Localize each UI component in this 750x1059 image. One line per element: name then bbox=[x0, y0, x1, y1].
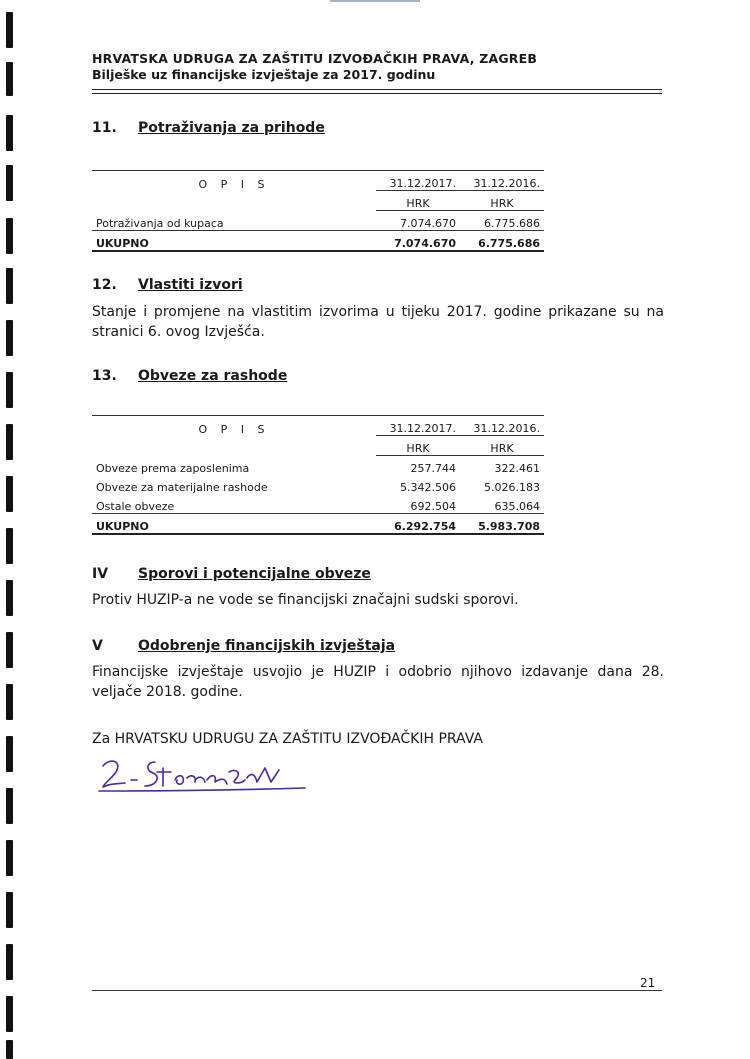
liabilities-table bbox=[92, 415, 544, 535]
header-rule-bottom bbox=[92, 93, 662, 94]
section-title: Odobrenje financijskih izvještaja bbox=[138, 638, 396, 654]
section-iv-text: Protiv HUZIP-a ne vode se financijski značajni sudski sporovi. bbox=[92, 592, 519, 608]
section-12-heading bbox=[92, 277, 243, 293]
section-13-heading bbox=[92, 368, 287, 384]
row-value-2016: 5.026.183 bbox=[484, 481, 540, 494]
table-row bbox=[92, 456, 544, 476]
section-iv-heading bbox=[92, 566, 371, 582]
total-row bbox=[92, 514, 544, 535]
section-number: 13. bbox=[92, 368, 117, 384]
section-number: IV bbox=[92, 566, 109, 582]
total-label: UKUPNO bbox=[92, 231, 376, 252]
section-title: Obveze za rashode bbox=[138, 368, 288, 384]
section-11-heading bbox=[92, 120, 325, 136]
col-opis-header: O P I S bbox=[92, 171, 376, 191]
section-12-text: Stanje i promjene na vlastitim izvorima u tijeku 2017. godine prikazane su na stranici 6. ovog Izvješća. bbox=[92, 304, 664, 340]
total-2016: 5.983.708 bbox=[460, 514, 544, 535]
section-title: Potraživanja za prihode bbox=[138, 120, 325, 136]
document-subtitle: Bilješke uz financijske izvještaje za 2017. godinu bbox=[92, 67, 436, 82]
row-label: Obveze za materijalne rashode bbox=[96, 481, 268, 494]
row-value-2017: 7.074.670 bbox=[376, 211, 460, 231]
currency-2017: HRK bbox=[376, 191, 460, 211]
receivables-table bbox=[92, 170, 544, 252]
section-v-text: Financijske izvještaje usvojio je HUZIP i odobrio njihovo izdavanje dana 28. veljače 2018. godine. bbox=[92, 664, 664, 700]
section-title: Sporovi i potencijalne obveze bbox=[138, 566, 371, 582]
section-v-heading bbox=[92, 638, 395, 654]
row-value-2016: 322.461 bbox=[494, 462, 540, 475]
currency-2016: HRK bbox=[460, 436, 544, 456]
table-row bbox=[92, 494, 544, 514]
col-2016-header: 31.12.2016. bbox=[460, 416, 544, 436]
total-2017: 7.074.670 bbox=[376, 231, 460, 252]
closing-line: Za HRVATSKU UDRUGU ZA ZAŠTITU IZVOĐAČKIH PRAVA bbox=[92, 731, 483, 747]
table-row bbox=[92, 475, 544, 494]
page-number: 21 bbox=[640, 976, 656, 990]
col-2017-header: 31.12.2017. bbox=[376, 416, 460, 436]
col-opis-header: O P I S bbox=[92, 416, 376, 436]
org-name: HRVATSKA UDRUGA ZA ZAŠTITU IZVOĐAČKIH PRAVA, ZAGREB bbox=[92, 51, 538, 66]
table-row bbox=[92, 211, 544, 231]
total-2017: 6.292.754 bbox=[376, 514, 460, 535]
total-row bbox=[92, 231, 544, 252]
row-value-2017: 257.744 bbox=[410, 462, 456, 475]
currency-2017: HRK bbox=[376, 436, 460, 456]
section-title: Vlastiti izvori bbox=[138, 277, 243, 293]
row-value-2017: 692.504 bbox=[376, 494, 460, 514]
scan-artifact-line bbox=[330, 0, 420, 2]
section-number: 12. bbox=[92, 277, 117, 293]
header-rule-top bbox=[92, 89, 662, 90]
row-label: Potraživanja od kupaca bbox=[92, 211, 376, 231]
col-2017-header: 31.12.2017. bbox=[376, 171, 460, 191]
footer-rule bbox=[92, 990, 662, 991]
row-value-2016: 6.775.686 bbox=[460, 211, 544, 231]
row-label: Obveze prema zaposlenima bbox=[96, 462, 250, 475]
currency-2016: HRK bbox=[460, 191, 544, 211]
document-header bbox=[92, 51, 662, 82]
section-number: V bbox=[92, 638, 103, 654]
row-label: Ostale obveze bbox=[92, 494, 376, 514]
total-2016: 6.775.686 bbox=[460, 231, 544, 252]
section-number: 11. bbox=[92, 120, 117, 136]
row-value-2016: 635.064 bbox=[460, 494, 544, 514]
col-2016-header: 31.12.2016. bbox=[460, 171, 544, 191]
total-label: UKUPNO bbox=[92, 514, 376, 535]
signature-icon bbox=[95, 750, 315, 800]
row-value-2017: 5.342.506 bbox=[400, 481, 456, 494]
